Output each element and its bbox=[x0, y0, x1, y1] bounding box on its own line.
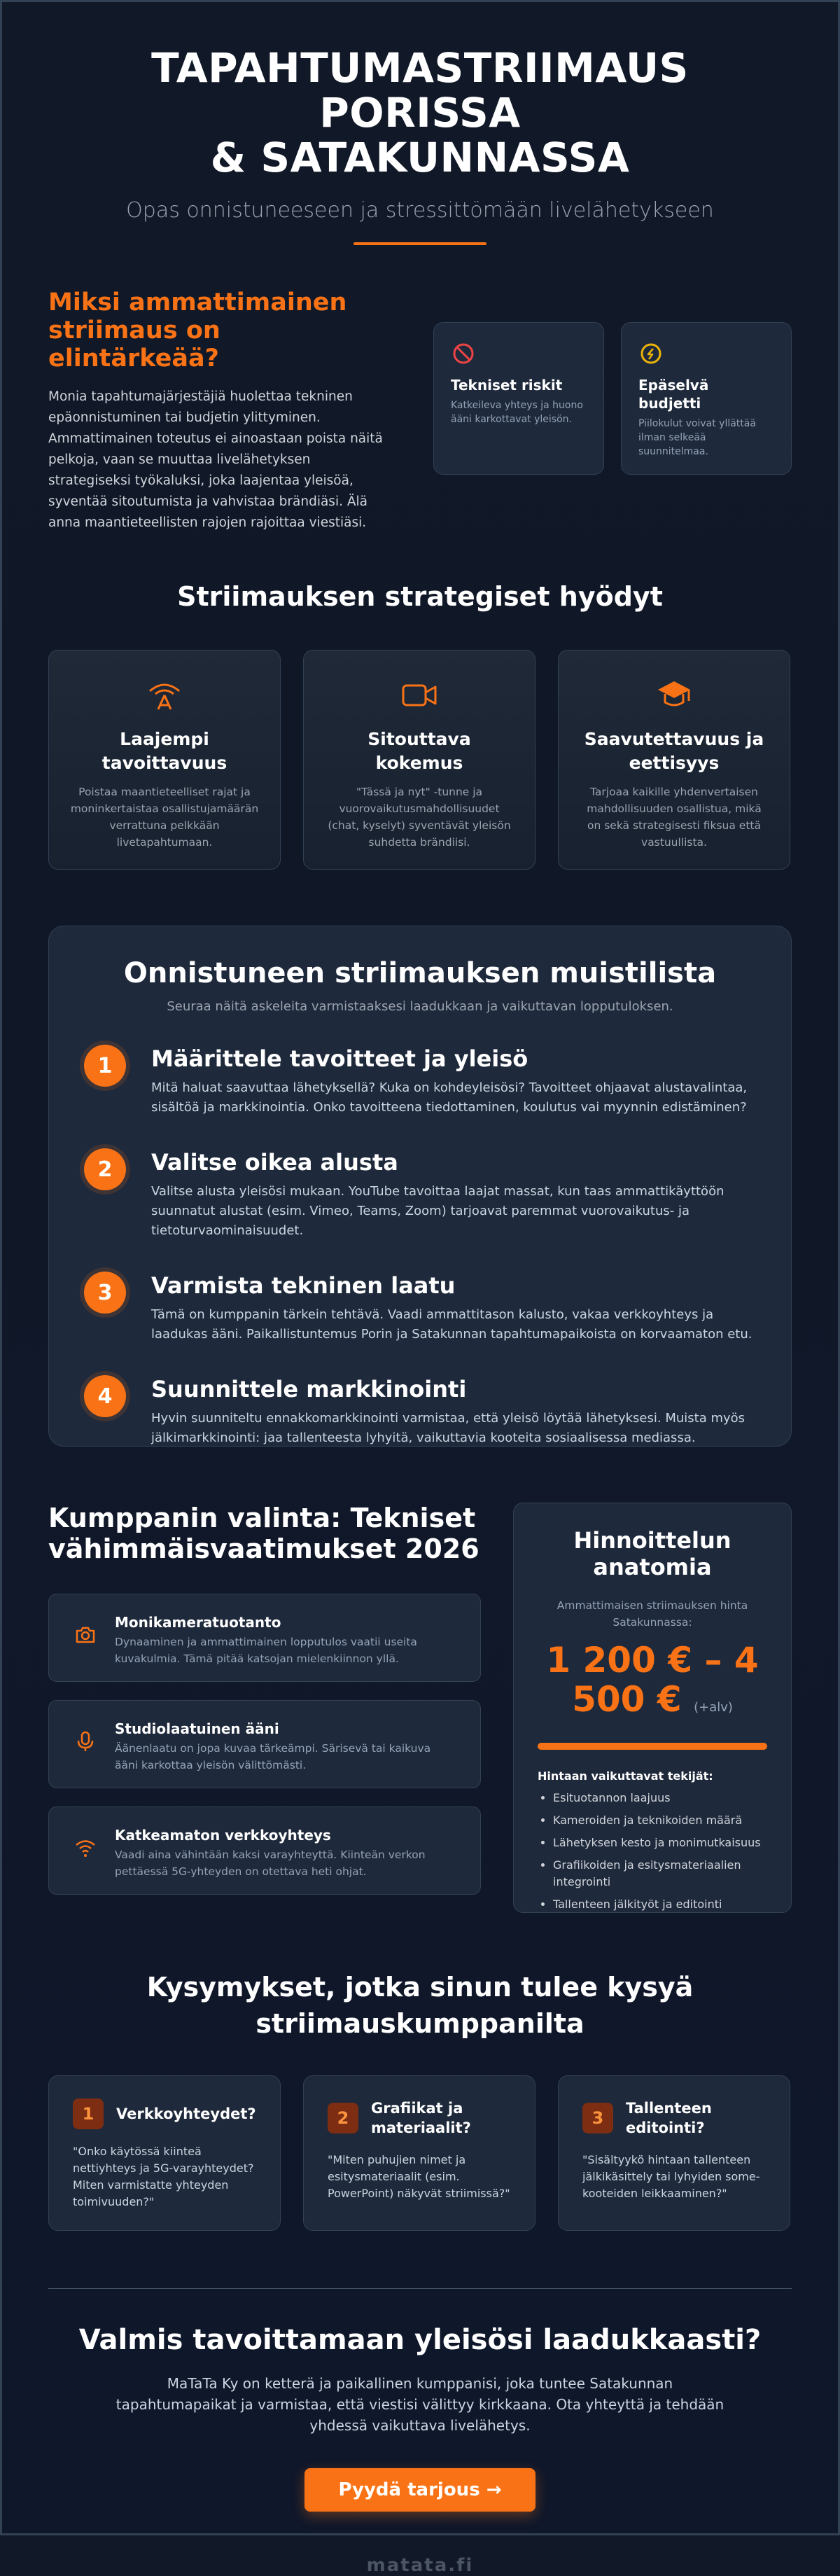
questions-section bbox=[48, 2075, 792, 2231]
question-card bbox=[303, 2075, 536, 2231]
pricing-amount bbox=[538, 1641, 767, 1727]
requirement-card bbox=[48, 1594, 481, 1682]
pricing-factor: • Kameroiden ja teknikoiden määrä bbox=[553, 1812, 767, 1829]
requirement-title: Katkeamaton verkkoyhteys bbox=[115, 1827, 331, 1844]
requirement-title: Studiolaatuinen ääni bbox=[115, 1720, 279, 1737]
universal-access-icon bbox=[654, 677, 694, 713]
question-card bbox=[558, 2075, 790, 2231]
cta-section bbox=[48, 2324, 792, 2512]
pricing-title: Hinnoittelun anatomia bbox=[573, 1527, 732, 1580]
camera-icon bbox=[74, 1624, 97, 1646]
benefit-card-reach bbox=[48, 650, 281, 870]
page-title bbox=[48, 46, 792, 180]
step-number: 1 bbox=[84, 1045, 126, 1087]
risk-card-text: Katkeileva yhteys ja huono ääni karkottavat yleisön. bbox=[451, 400, 583, 425]
microphone-icon bbox=[74, 1730, 97, 1753]
question-title: Grafiikat ja materiaalit? bbox=[371, 2100, 471, 2136]
page-subtitle: Opas onnistuneeseen ja stressittömään livelähetykseen bbox=[126, 198, 714, 223]
ban-icon bbox=[451, 341, 476, 366]
why-heading: Miksi ammattimainen striimaus on elintärkeää? bbox=[48, 288, 347, 373]
requirement-card bbox=[48, 1806, 481, 1895]
benefit-card-accessibility bbox=[558, 650, 790, 870]
step-text: Tämä on kumppanin tärkein tehtävä. Vaadi ammattitason kalusto, vakaa verkkoyhteys ja laadukas ääni. Paikallistuntemus Porin ja Satakunnan tapahtumapaikoista on korvaamaton etu. bbox=[151, 1307, 752, 1342]
step-title: Varmista tekninen laatu bbox=[151, 1272, 456, 1299]
pricing-factors-title: Hintaan vaikuttavat tekijät: bbox=[538, 1769, 713, 1783]
pricing-card bbox=[513, 1503, 792, 1913]
section-divider bbox=[48, 2288, 792, 2289]
step-number: 2 bbox=[84, 1148, 126, 1190]
pricing-factor: • Lähetyksen kesto ja monimutkaisuus bbox=[553, 1834, 767, 1851]
question-text: "Sisältyykö hintaan tallenteen jälkikäsittely tai lyhyiden some-kooteiden leikkaaminen?" bbox=[582, 2153, 760, 2200]
step-text: Mitä haluat saavuttaa lähetyksellä? Kuka on kohdeyleisösi? Tavoitteet ohjaavat alustavalintaa, sisältöä ja markkinointia. Onko tavoitteena tiedottaminen, koulutus vai myynnin edistäminen? bbox=[151, 1080, 748, 1115]
coin-icon bbox=[638, 341, 664, 366]
risk-card-technical bbox=[433, 322, 604, 475]
questions-title: Kysymykset, jotka sinun tulee kysyä striimauskumppanilta bbox=[146, 1972, 694, 2039]
requirement-text: Äänenlaatu on jopa kuvaa tärkeämpi. Särisevä tai kaikuva ääni karkottaa yleisön välittömästi. bbox=[115, 1742, 431, 1771]
checklist-step bbox=[84, 1272, 756, 1344]
benefit-title: Sitouttava kokemus bbox=[368, 729, 471, 773]
step-number: 4 bbox=[84, 1375, 126, 1417]
requirement-text: Dynaaminen ja ammattimainen lopputulos vaatii useita kuvakulmia. Tämä pitää katsojan mielenkiinnon yllä. bbox=[115, 1636, 417, 1665]
benefit-card-engagement bbox=[303, 650, 536, 870]
price-range: 1 200 € – 4 500 € bbox=[546, 1640, 759, 1720]
checklist-title: Onnistuneen striimauksen muistilista bbox=[123, 957, 717, 989]
cta-text: MaTaTa Ky on ketterä ja paikallinen kumppanisi, joka tuntee Satakunnan tapahtumapaikat ja varmistaa, että viestisi välittyy kirkkaana. Ota yhteyttä ja tehdään yhdessä vaikuttava livelähetys. bbox=[115, 2375, 724, 2434]
pricing-bar bbox=[538, 1743, 767, 1750]
benefits-section bbox=[48, 650, 792, 870]
broadcast-tower-icon bbox=[144, 677, 185, 713]
question-card bbox=[48, 2075, 281, 2231]
request-quote-button[interactable]: Pyydä tarjous → bbox=[304, 2468, 535, 2512]
risk-card-title: Epäselvä budjetti bbox=[638, 377, 709, 412]
risk-card-budget bbox=[621, 322, 792, 475]
benefit-text: Poistaa maantieteelliset rajat ja moninkertaistaa osallistujamäärän verrattuna pelkkään livetapahtumaan. bbox=[70, 786, 259, 849]
benefit-title: Laajempi tavoittavuus bbox=[102, 729, 227, 773]
checklist-step bbox=[84, 1375, 756, 1448]
benefit-title: Saavutettavuus ja eettisyys bbox=[584, 729, 764, 773]
requirement-card bbox=[48, 1700, 481, 1788]
step-text: Valitse alusta yleisösi mukaan. YouTube tavoittaa laajat massat, kun taas ammattikäyttöön suunnatut alustat (esim. Vimeo, Teams, Zoom) tarjoavat paremmat vuorovaikutus- ja tietoturvaominaisuudet. bbox=[151, 1184, 724, 1238]
partner-title: Kumppanin valinta: Tekniset vähimmäisvaatimukset 2026 bbox=[48, 1503, 479, 1564]
checklist-lead: Seuraa näitä askeleita varmistaaksesi laadukkaan ja vaikuttavan lopputuloksen. bbox=[167, 999, 673, 1014]
question-text: "Onko käytössä kiinteä nettiyhteys ja 5G-varayhteydet? Miten varmistatte yhteyden toimivuuden?" bbox=[73, 2145, 254, 2208]
benefit-text: "Tässä ja nyt" -tunne ja vuorovaikutusmahdollisuudet (chat, kyselyt) syventävät yleisön suhdetta brändiisi. bbox=[328, 786, 511, 849]
why-section bbox=[48, 288, 792, 534]
requirement-text: Vaadi aina vähintään kaksi varayhteyttä. Kiinteän verkon pettäessä 5G-yhteyden on otettava heti ohjat. bbox=[115, 1849, 426, 1878]
step-title: Määrittele tavoitteet ja yleisö bbox=[151, 1045, 528, 1072]
step-title: Valitse oikea alusta bbox=[151, 1149, 398, 1176]
title-line-2: & SATAKUNNASSA bbox=[210, 134, 630, 181]
benefits-title: Striimauksen strategiset hyödyt bbox=[177, 581, 663, 612]
pricing-factor: • Esituotannon laajuus bbox=[553, 1790, 767, 1806]
question-number: 2 bbox=[328, 2103, 358, 2133]
video-camera-icon bbox=[399, 677, 440, 713]
checklist-section bbox=[48, 926, 792, 1447]
question-number: 3 bbox=[582, 2103, 613, 2133]
cta-title: Valmis tavoittamaan yleisösi laadukkaasti? bbox=[78, 2324, 762, 2356]
benefit-text: Tarjoaa kaikille yhdenvertaisen mahdollisuuden osallistua, mikä on sekä strategisesti fiksua että vastuullista. bbox=[587, 786, 762, 849]
pricing-factor: • Grafiikoiden ja esitysmateriaalien integrointi bbox=[553, 1857, 767, 1891]
question-text: "Miten puhujien nimet ja esitysmateriaalit (esim. PowerPoint) näkyvät striimissä?" bbox=[328, 2153, 510, 2200]
wifi-icon bbox=[74, 1837, 97, 1859]
question-title: Tallenteen editointi? bbox=[626, 2100, 712, 2136]
title-divider bbox=[354, 242, 486, 245]
hero bbox=[48, 2, 792, 245]
title-line-1: TAPAHTUMASTRIIMAUS PORISSA bbox=[151, 44, 689, 137]
risk-card-title: Tekniset riskit bbox=[451, 377, 563, 394]
pricing-label: Ammattimaisen striimauksen hinta Satakunnassa: bbox=[556, 1599, 748, 1629]
question-number: 1 bbox=[73, 2098, 104, 2129]
step-title: Suunnittele markkinointi bbox=[151, 1376, 467, 1402]
checklist-step bbox=[84, 1045, 756, 1118]
footer-brand[interactable]: matata.fi bbox=[366, 2555, 474, 2576]
step-number: 3 bbox=[84, 1272, 126, 1314]
vat-note: (+alv) bbox=[694, 1700, 733, 1715]
risk-card-text: Piilokulut voivat yllättää ilman selkeää suunnitelmaa. bbox=[638, 418, 756, 457]
partner-section bbox=[48, 1503, 792, 1913]
pricing-factor: • Tallenteen jälkityöt ja editointi bbox=[553, 1896, 767, 1913]
checklist-step bbox=[84, 1148, 756, 1241]
step-text: Hyvin suunniteltu ennakkomarkkinointi varmistaa, että yleisö löytää lähetyksesi. Muista myös jälkimarkkinointi: jaa tallenteesta lyhyitä, vaikuttavia kooteita sosiaalisessa mediassa. bbox=[151, 1411, 746, 1445]
pricing-factors-list bbox=[538, 1790, 767, 1913]
why-body: Monia tapahtumajärjestäjiä huolettaa tekninen epäonnistuminen tai budjetin ylittyminen. Ammattimainen toteutus ei ainoastaan poista näitä pelkoja, vaan se muuttaa livelähetyksen strategiseksi työkaluksi, joka laajentaa yleisöä, syventää sitoutumista ja vahvistaa brändiäsi. Älä anna maantieteellisten rajojen rajoittaa viestiäsi. bbox=[48, 389, 383, 530]
question-title: Verkkoyhteydet? bbox=[116, 2105, 256, 2122]
requirement-title: Monikameratuotanto bbox=[115, 1614, 281, 1631]
